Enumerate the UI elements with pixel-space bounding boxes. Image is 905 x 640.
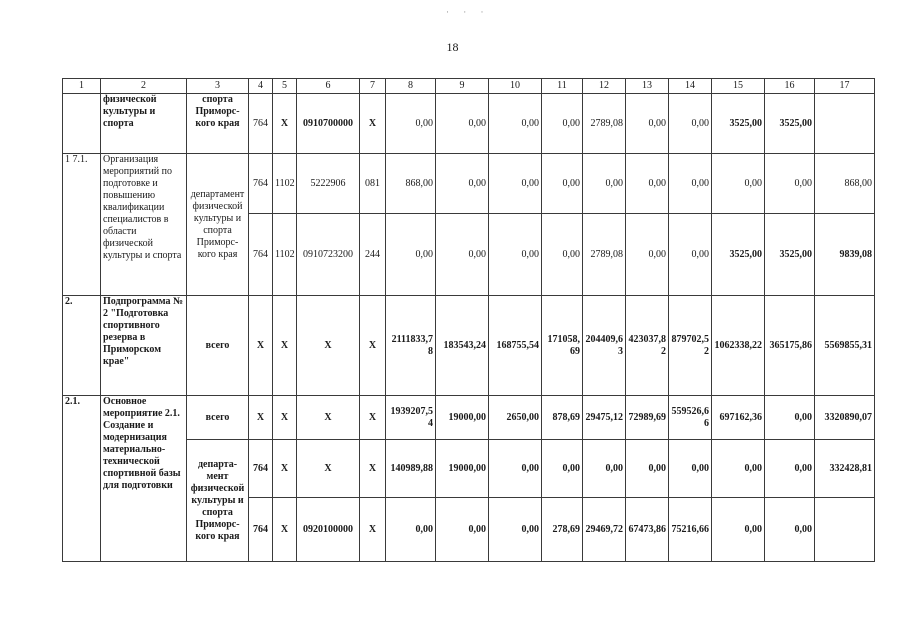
col-header-16: 16: [765, 79, 815, 94]
value-col-17: [815, 94, 875, 154]
value-col-15: 3525,00: [712, 214, 765, 296]
expense-type-code: X: [360, 498, 386, 562]
col-header-6: 6: [297, 79, 360, 94]
executor: спорта Приморс-кого края: [187, 94, 249, 154]
value-col-13: 0,00: [626, 440, 669, 498]
value-col-9: 19000,00: [436, 396, 489, 440]
value-col-15: 0,00: [712, 440, 765, 498]
value-col-17: 332428,81: [815, 440, 875, 498]
value-col-11: 171058,69: [542, 296, 583, 396]
value-col-9: 183543,24: [436, 296, 489, 396]
value-col-14: 0,00: [669, 154, 712, 214]
value-col-12: 29475,12: [583, 396, 626, 440]
target-article-code: X: [297, 440, 360, 498]
value-col-11: 0,00: [542, 154, 583, 214]
measure-name: Организация мероприятий по подготовке и повышению квалификации специалистов в области физической культуры и спорта: [101, 154, 187, 296]
ministry-code: 764: [249, 214, 273, 296]
col-header-13: 13: [626, 79, 669, 94]
col-header-4: 4: [249, 79, 273, 94]
row-number: 1 7.1.: [63, 154, 101, 296]
value-col-8: 0,00: [386, 498, 436, 562]
col-header-10: 10: [489, 79, 542, 94]
value-col-16: 0,00: [765, 440, 815, 498]
row-number: [63, 94, 101, 154]
value-col-14: 75216,66: [669, 498, 712, 562]
value-col-8: 0,00: [386, 214, 436, 296]
value-col-10: 0,00: [489, 440, 542, 498]
value-col-17: [815, 498, 875, 562]
section-code: 1102: [273, 154, 297, 214]
col-header-15: 15: [712, 79, 765, 94]
value-col-12: 2789,08: [583, 94, 626, 154]
value-col-16: 365175,86: [765, 296, 815, 396]
page-number: 18: [446, 40, 459, 54]
target-article-code: 0920100000: [297, 498, 360, 562]
table-row: [63, 396, 875, 440]
target-article-code: 5222906: [297, 154, 360, 214]
section-code: X: [273, 440, 297, 498]
value-col-10: 0,00: [489, 214, 542, 296]
value-col-12: 0,00: [583, 440, 626, 498]
value-col-16: 0,00: [765, 498, 815, 562]
value-col-8: 2111833,78: [386, 296, 436, 396]
row-number: 2.: [63, 296, 101, 396]
measure-name: Подпрограмма № 2 "Подготовка спортивного резерва в Приморском крае": [101, 296, 187, 396]
value-col-13: 0,00: [626, 94, 669, 154]
section-code: 1102: [273, 214, 297, 296]
target-article-code: X: [297, 396, 360, 440]
ministry-code: 764: [249, 94, 273, 154]
target-article-code: X: [297, 296, 360, 396]
value-col-16: 0,00: [765, 154, 815, 214]
value-col-11: 878,69: [542, 396, 583, 440]
value-col-12: 2789,08: [583, 214, 626, 296]
value-col-9: 0,00: [436, 214, 489, 296]
col-header-17: 17: [815, 79, 875, 94]
value-col-14: 879702,52: [669, 296, 712, 396]
col-header-7: 7: [360, 79, 386, 94]
value-col-14: 0,00: [669, 214, 712, 296]
value-col-15: 0,00: [712, 498, 765, 562]
value-col-11: 278,69: [542, 498, 583, 562]
value-col-12: 204409,63: [583, 296, 626, 396]
section-code: X: [273, 94, 297, 154]
table-row: [63, 296, 875, 396]
measure-name: Основное мероприятие 2.1. Создание и модернизация материально-технической спортивной базы для подготовки: [101, 396, 187, 562]
ministry-code: 764: [249, 440, 273, 498]
col-header-2: 2: [101, 79, 187, 94]
col-header-11: 11: [542, 79, 583, 94]
section-code: X: [273, 498, 297, 562]
col-header-9: 9: [436, 79, 489, 94]
value-col-15: 1062338,22: [712, 296, 765, 396]
section-code: X: [273, 296, 297, 396]
value-col-10: 168755,54: [489, 296, 542, 396]
table-row: [63, 154, 875, 214]
col-header-3: 3: [187, 79, 249, 94]
col-header-5: 5: [273, 79, 297, 94]
expense-type-code: 081: [360, 154, 386, 214]
executor: департа-мент физической культуры и спорта Приморс-кого края: [187, 440, 249, 562]
value-col-11: 0,00: [542, 440, 583, 498]
value-col-14: 0,00: [669, 94, 712, 154]
value-col-8: 868,00: [386, 154, 436, 214]
ministry-code: X: [249, 396, 273, 440]
ministry-code: 764: [249, 498, 273, 562]
value-col-8: 1939207,54: [386, 396, 436, 440]
value-col-17: 3320890,07: [815, 396, 875, 440]
header-row: [63, 79, 875, 94]
target-article-code: 0910700000: [297, 94, 360, 154]
value-col-15: 3525,00: [712, 94, 765, 154]
col-header-1: 1: [63, 79, 101, 94]
value-col-14: 0,00: [669, 440, 712, 498]
value-col-11: 0,00: [542, 214, 583, 296]
value-col-14: 559526,66: [669, 396, 712, 440]
expense-type-code: X: [360, 296, 386, 396]
row-number: 2.1.: [63, 396, 101, 562]
value-col-17: 9839,08: [815, 214, 875, 296]
expense-type-code: X: [360, 396, 386, 440]
executor: всего: [187, 396, 249, 440]
value-col-16: 3525,00: [765, 214, 815, 296]
value-col-13: 72989,69: [626, 396, 669, 440]
value-col-17: 868,00: [815, 154, 875, 214]
ministry-code: 764: [249, 154, 273, 214]
measure-name: физической культуры и спорта: [101, 94, 187, 154]
section-code: X: [273, 396, 297, 440]
executor: департамент физической культуры и спорта Приморс-кого края: [187, 154, 249, 296]
value-col-12: 0,00: [583, 154, 626, 214]
value-col-13: 67473,86: [626, 498, 669, 562]
executor: всего: [187, 296, 249, 396]
expense-type-code: X: [360, 440, 386, 498]
value-col-16: 0,00: [765, 396, 815, 440]
value-col-13: 0,00: [626, 214, 669, 296]
value-col-8: 0,00: [386, 94, 436, 154]
value-col-9: 0,00: [436, 154, 489, 214]
value-col-16: 3525,00: [765, 94, 815, 154]
value-col-9: 0,00: [436, 498, 489, 562]
col-header-14: 14: [669, 79, 712, 94]
value-col-9: 0,00: [436, 94, 489, 154]
expense-type-code: 244: [360, 214, 386, 296]
col-header-8: 8: [386, 79, 436, 94]
expense-type-code: X: [360, 94, 386, 154]
target-article-code: 0910723200: [297, 214, 360, 296]
value-col-12: 29469,72: [583, 498, 626, 562]
value-col-8: 140989,88: [386, 440, 436, 498]
value-col-10: 0,00: [489, 498, 542, 562]
value-col-13: 0,00: [626, 154, 669, 214]
value-col-11: 0,00: [542, 94, 583, 154]
value-col-15: 0,00: [712, 154, 765, 214]
value-col-10: 2650,00: [489, 396, 542, 440]
value-col-10: 0,00: [489, 154, 542, 214]
value-col-13: 423037,82: [626, 296, 669, 396]
table-row: [63, 94, 875, 154]
value-col-15: 697162,36: [712, 396, 765, 440]
value-col-9: 19000,00: [436, 440, 489, 498]
col-header-12: 12: [583, 79, 626, 94]
scan-specks: · · ·: [446, 7, 490, 17]
value-col-17: 5569855,31: [815, 296, 875, 396]
ministry-code: X: [249, 296, 273, 396]
value-col-10: 0,00: [489, 94, 542, 154]
budget-table: [62, 78, 875, 562]
